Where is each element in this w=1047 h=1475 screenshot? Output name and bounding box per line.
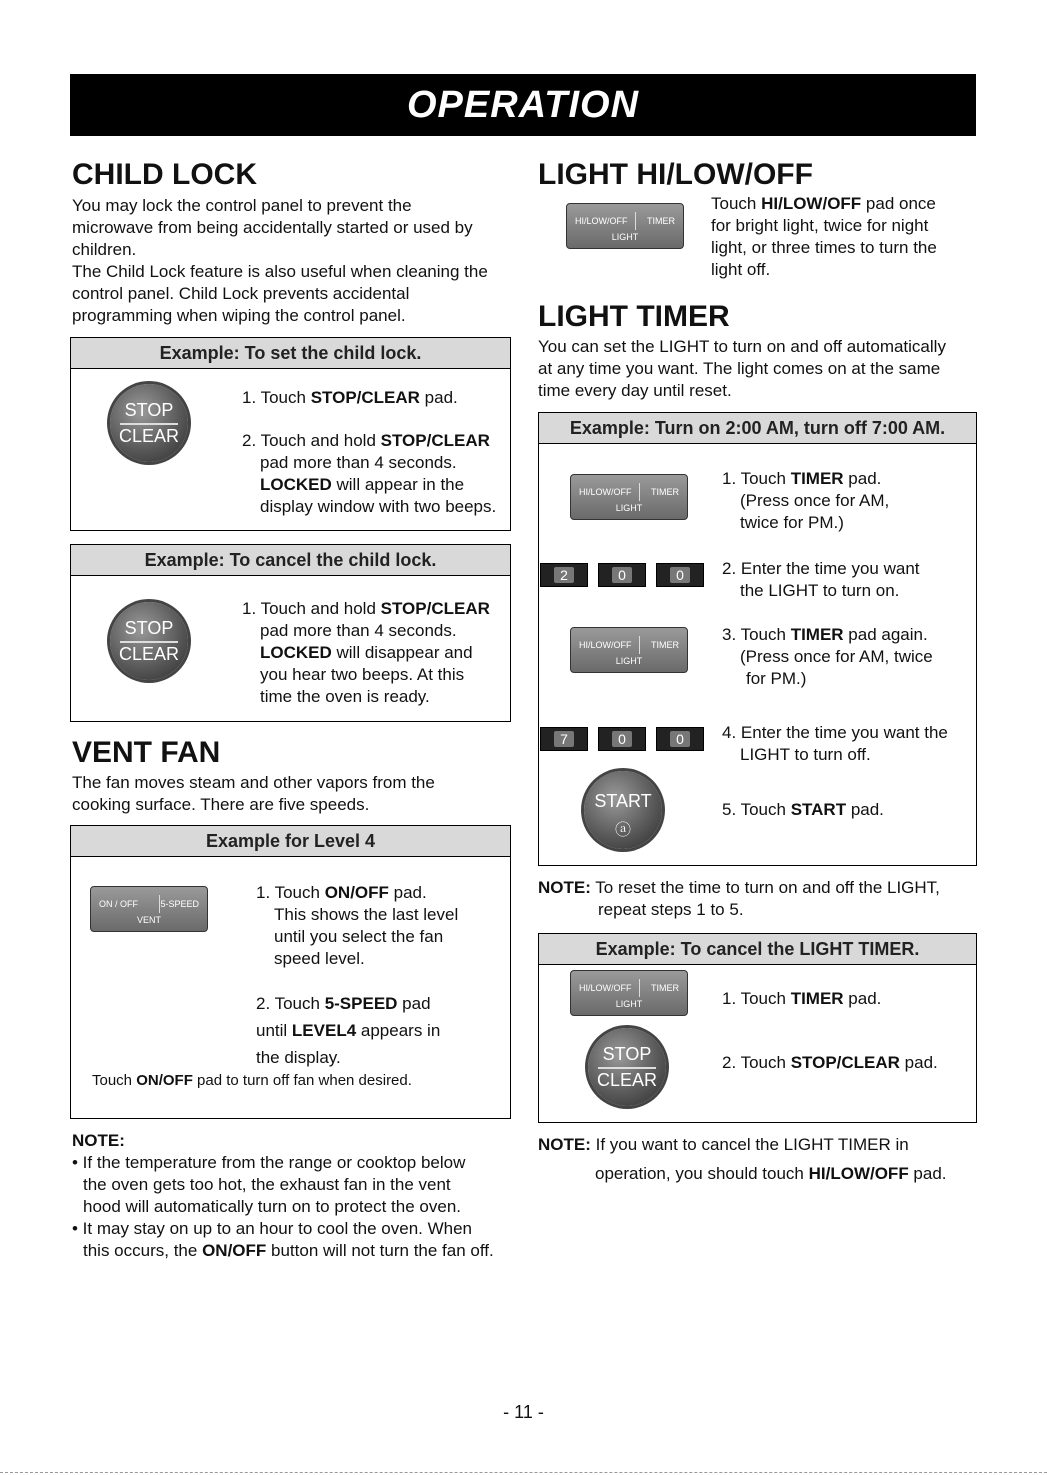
number-key: 2 (540, 563, 588, 587)
light-hilowoff-text: Touch HI/LOW/OFF pad once for bright light, twice for night light, or three times to turn the light off. (711, 194, 937, 279)
timer-step-3: 3. Touch TIMER pad again. (Press once for AM, twice for PM.) (722, 625, 933, 688)
vent-fan-intro: The fan moves steam and other vapors from the cooking surface. There are five speeds. (72, 773, 435, 814)
keypad-on-time (540, 563, 704, 587)
timer-step-1: 1. Touch TIMER pad. (Press once for AM, twice for PM.) (722, 469, 890, 532)
timer-step-5: 5. Touch START pad. (722, 800, 884, 819)
vent-step-2: 2. Touch 5-SPEED pad until LEVEL4 appears in the display. (256, 994, 441, 1067)
light-panel-icon: HI/LOW/OFF TIMER LIGHT (566, 203, 684, 249)
box-heading: Example: To set the child lock. (71, 338, 510, 369)
box-heading: Example: To cancel the LIGHT TIMER. (539, 934, 976, 965)
bottom-rule (0, 1472, 1047, 1473)
stop-clear-pad-icon: STOP CLEAR (110, 384, 188, 462)
light-panel-icon: HI/LOW/OFF TIMER LIGHT (570, 474, 688, 520)
box-heading: Example: To cancel the child lock. (71, 545, 510, 576)
stop-clear-pad-icon: STOP CLEAR (110, 602, 188, 680)
light-timer-note: NOTE: To reset the time to turn on and off the LIGHT, repeat steps 1 to 5. (538, 878, 940, 919)
set-step-2: 2. Touch and hold STOP/CLEAR pad more than 4 seconds. LOCKED will appear in the display window with two beeps. (242, 431, 497, 516)
lock-icon: ⓐ (614, 822, 631, 839)
number-key: 0 (598, 563, 646, 587)
light-panel-icon: HI/LOW/OFF TIMER LIGHT (570, 970, 688, 1016)
note-left: NOTE: • If the temperature from the range or cooktop below the oven gets too hot, the exhaust fan in the vent hood will automatically turn on to protect the oven. • It may stay on up to an hour to cool the oven. When this occurs, the ON/OFF button will not turn the fan off. (72, 1131, 494, 1260)
child-lock-intro: You may lock the control panel to prevent the microwave from being accidentally started or used by children. The Child Lock feature is also useful when cleaning the control panel. Child Lock prevents accidental programming when wiping the control panel. (72, 196, 488, 325)
cancel-timer-step-2: 2. Touch STOP/CLEAR pad. (722, 1053, 938, 1072)
vent-footnote: Touch ON/OFF pad to turn off fan when desired. (92, 1072, 412, 1089)
stop-clear-pad-icon: STOP CLEAR (588, 1028, 666, 1106)
set-step-1: 1. Touch STOP/CLEAR pad. (242, 388, 458, 407)
operation-banner: OPERATION (70, 74, 976, 136)
box-heading: Example: Turn on 2:00 AM, turn off 7:00 AM. (539, 413, 976, 444)
number-key: 0 (598, 727, 646, 751)
cancel-step-1: 1. Touch and hold STOP/CLEAR pad more than 4 seconds. LOCKED will disappear and you hear two beeps. At this time the oven is ready. (242, 599, 490, 706)
vent-panel-icon: ON / OFF 5-SPEED VENT (90, 886, 208, 932)
keypad-off-time (540, 727, 704, 751)
light-timer-title: LIGHT TIMER (538, 300, 730, 333)
vent-step-1: 1. Touch ON/OFF pad. This shows the last level until you select the fan speed level. (256, 883, 459, 968)
number-key: 7 (540, 727, 588, 751)
number-key: 0 (656, 727, 704, 751)
cancel-timer-note: NOTE: If you want to cancel the LIGHT TIMER in operation, you should touch HI/LOW/OFF pad. (538, 1135, 947, 1183)
number-key: 0 (656, 563, 704, 587)
light-timer-intro: You can set the LIGHT to turn on and off automatically at any time you want. The light comes on at the same time every day until reset. (538, 337, 946, 400)
cancel-timer-step-1: 1. Touch TIMER pad. (722, 989, 882, 1008)
light-panel-icon: HI/LOW/OFF TIMER LIGHT (570, 627, 688, 673)
child-lock-title: CHILD LOCK (72, 158, 257, 191)
timer-step-4: 4. Enter the time you want the LIGHT to turn off. (722, 723, 948, 764)
start-pad-icon: START ⓐ (584, 771, 662, 849)
light-hilowoff-title: LIGHT HI/LOW/OFF (538, 158, 813, 191)
page-number: - 11 - (503, 1402, 544, 1422)
vent-fan-title: VENT FAN (72, 736, 221, 769)
box-heading: Example for Level 4 (71, 826, 510, 857)
timer-step-2: 2. Enter the time you want the LIGHT to turn on. (722, 559, 920, 600)
